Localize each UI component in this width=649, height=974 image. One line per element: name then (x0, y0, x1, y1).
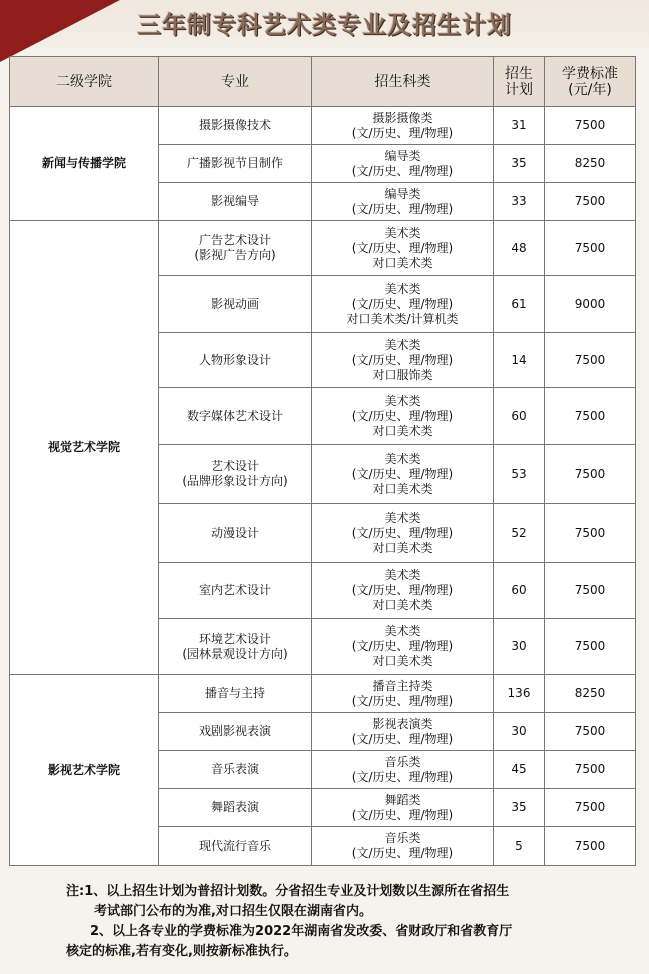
category-cell: 美术类 (文/历史、理/物理) 对口服饰类 (312, 333, 494, 388)
category-cell: 播音主持类 (文/历史、理/物理) (312, 675, 494, 713)
plan-cell: 60 (494, 563, 545, 619)
fee-cell: 9000 (545, 276, 636, 333)
major-cell: 影视动画 (159, 276, 312, 333)
category-cell: 美术类 (文/历史、理/物理) 对口美术类 (312, 504, 494, 563)
category-cell: 音乐类 (文/历史、理/物理) (312, 751, 494, 789)
header-plan: 招生 计划 (494, 57, 545, 107)
major-cell: 广告艺术设计 (影视广告方向) (159, 221, 312, 276)
fee-cell: 7500 (545, 619, 636, 675)
table-header-row (10, 57, 636, 107)
header-major: 专业 (159, 57, 312, 107)
enrollment-table (9, 56, 636, 866)
note-1-line-2: 考试部门公布的为准,对口招生仅限在湖南省内。 (94, 904, 372, 919)
fee-cell: 8250 (545, 145, 636, 183)
major-cell: 广播影视节目制作 (159, 145, 312, 183)
page-title: 三年制专科艺术类专业及招生计划 (137, 11, 512, 39)
note-2-line-2: 核定的标准,若有变化,则按新标准执行。 (66, 944, 297, 959)
category-cell: 编导类 (文/历史、理/物理) (312, 183, 494, 221)
plan-cell: 53 (494, 445, 545, 504)
major-cell: 影视编导 (159, 183, 312, 221)
fee-cell: 7500 (545, 445, 636, 504)
fee-cell: 7500 (545, 221, 636, 276)
table-row (10, 107, 636, 145)
fee-cell: 8250 (545, 675, 636, 713)
category-cell: 美术类 (文/历史、理/物理) 对口美术类 (312, 388, 494, 445)
college-cell: 影视艺术学院 (10, 675, 159, 866)
header-category: 招生科类 (312, 57, 494, 107)
header-college: 二级学院 (10, 57, 159, 107)
fee-cell: 7500 (545, 713, 636, 751)
fee-cell: 7500 (545, 504, 636, 563)
note-1-line-1: 注:1、以上招生计划为普招计划数。分省招生专业及计划数以生源所在省招生 (66, 884, 510, 899)
major-cell: 室内艺术设计 (159, 563, 312, 619)
major-cell: 舞蹈表演 (159, 789, 312, 827)
category-cell: 美术类 (文/历史、理/物理) 对口美术类 (312, 619, 494, 675)
plan-cell: 61 (494, 276, 545, 333)
fee-cell: 7500 (545, 388, 636, 445)
plan-cell: 30 (494, 619, 545, 675)
category-cell: 美术类 (文/历史、理/物理) 对口美术类 (312, 445, 494, 504)
notes (66, 882, 626, 962)
category-cell: 摄影摄像类 (文/历史、理/物理) (312, 107, 494, 145)
major-cell: 摄影摄像技术 (159, 107, 312, 145)
major-cell: 艺术设计 (品牌形象设计方向) (159, 445, 312, 504)
plan-cell: 30 (494, 713, 545, 751)
table-row (10, 221, 636, 276)
plan-cell: 31 (494, 107, 545, 145)
fee-cell: 7500 (545, 333, 636, 388)
category-cell: 音乐类 (文/历史、理/物理) (312, 827, 494, 866)
fee-cell: 7500 (545, 183, 636, 221)
major-cell: 现代流行音乐 (159, 827, 312, 866)
major-cell: 数字媒体艺术设计 (159, 388, 312, 445)
plan-cell: 14 (494, 333, 545, 388)
note-2-line-1: 2、以上各专业的学费标准为2022年湖南省发改委、省财政厅和省教育厅 (90, 924, 513, 939)
fee-cell: 7500 (545, 751, 636, 789)
major-cell: 动漫设计 (159, 504, 312, 563)
major-cell: 戏剧影视表演 (159, 713, 312, 751)
plan-cell: 5 (494, 827, 545, 866)
plan-cell: 52 (494, 504, 545, 563)
plan-cell: 45 (494, 751, 545, 789)
plan-cell: 48 (494, 221, 545, 276)
major-cell: 播音与主持 (159, 675, 312, 713)
category-cell: 美术类 (文/历史、理/物理) 对口美术类 (312, 221, 494, 276)
category-cell: 编导类 (文/历史、理/物理) (312, 145, 494, 183)
major-cell: 人物形象设计 (159, 333, 312, 388)
major-cell: 音乐表演 (159, 751, 312, 789)
table-row (10, 675, 636, 713)
category-cell: 舞蹈类 (文/历史、理/物理) (312, 789, 494, 827)
header-fee: 学费标准 (元/年) (545, 57, 636, 107)
college-cell: 新闻与传播学院 (10, 107, 159, 221)
plan-cell: 35 (494, 145, 545, 183)
major-cell: 环境艺术设计 (园林景观设计方向) (159, 619, 312, 675)
plan-cell: 60 (494, 388, 545, 445)
plan-cell: 35 (494, 789, 545, 827)
plan-cell: 33 (494, 183, 545, 221)
category-cell: 影视表演类 (文/历史、理/物理) (312, 713, 494, 751)
fee-cell: 7500 (545, 789, 636, 827)
plan-cell: 136 (494, 675, 545, 713)
fee-cell: 7500 (545, 827, 636, 866)
fee-cell: 7500 (545, 107, 636, 145)
category-cell: 美术类 (文/历史、理/物理) 对口美术类/计算机类 (312, 276, 494, 333)
college-cell: 视觉艺术学院 (10, 221, 159, 675)
fee-cell: 7500 (545, 563, 636, 619)
category-cell: 美术类 (文/历史、理/物理) 对口美术类 (312, 563, 494, 619)
